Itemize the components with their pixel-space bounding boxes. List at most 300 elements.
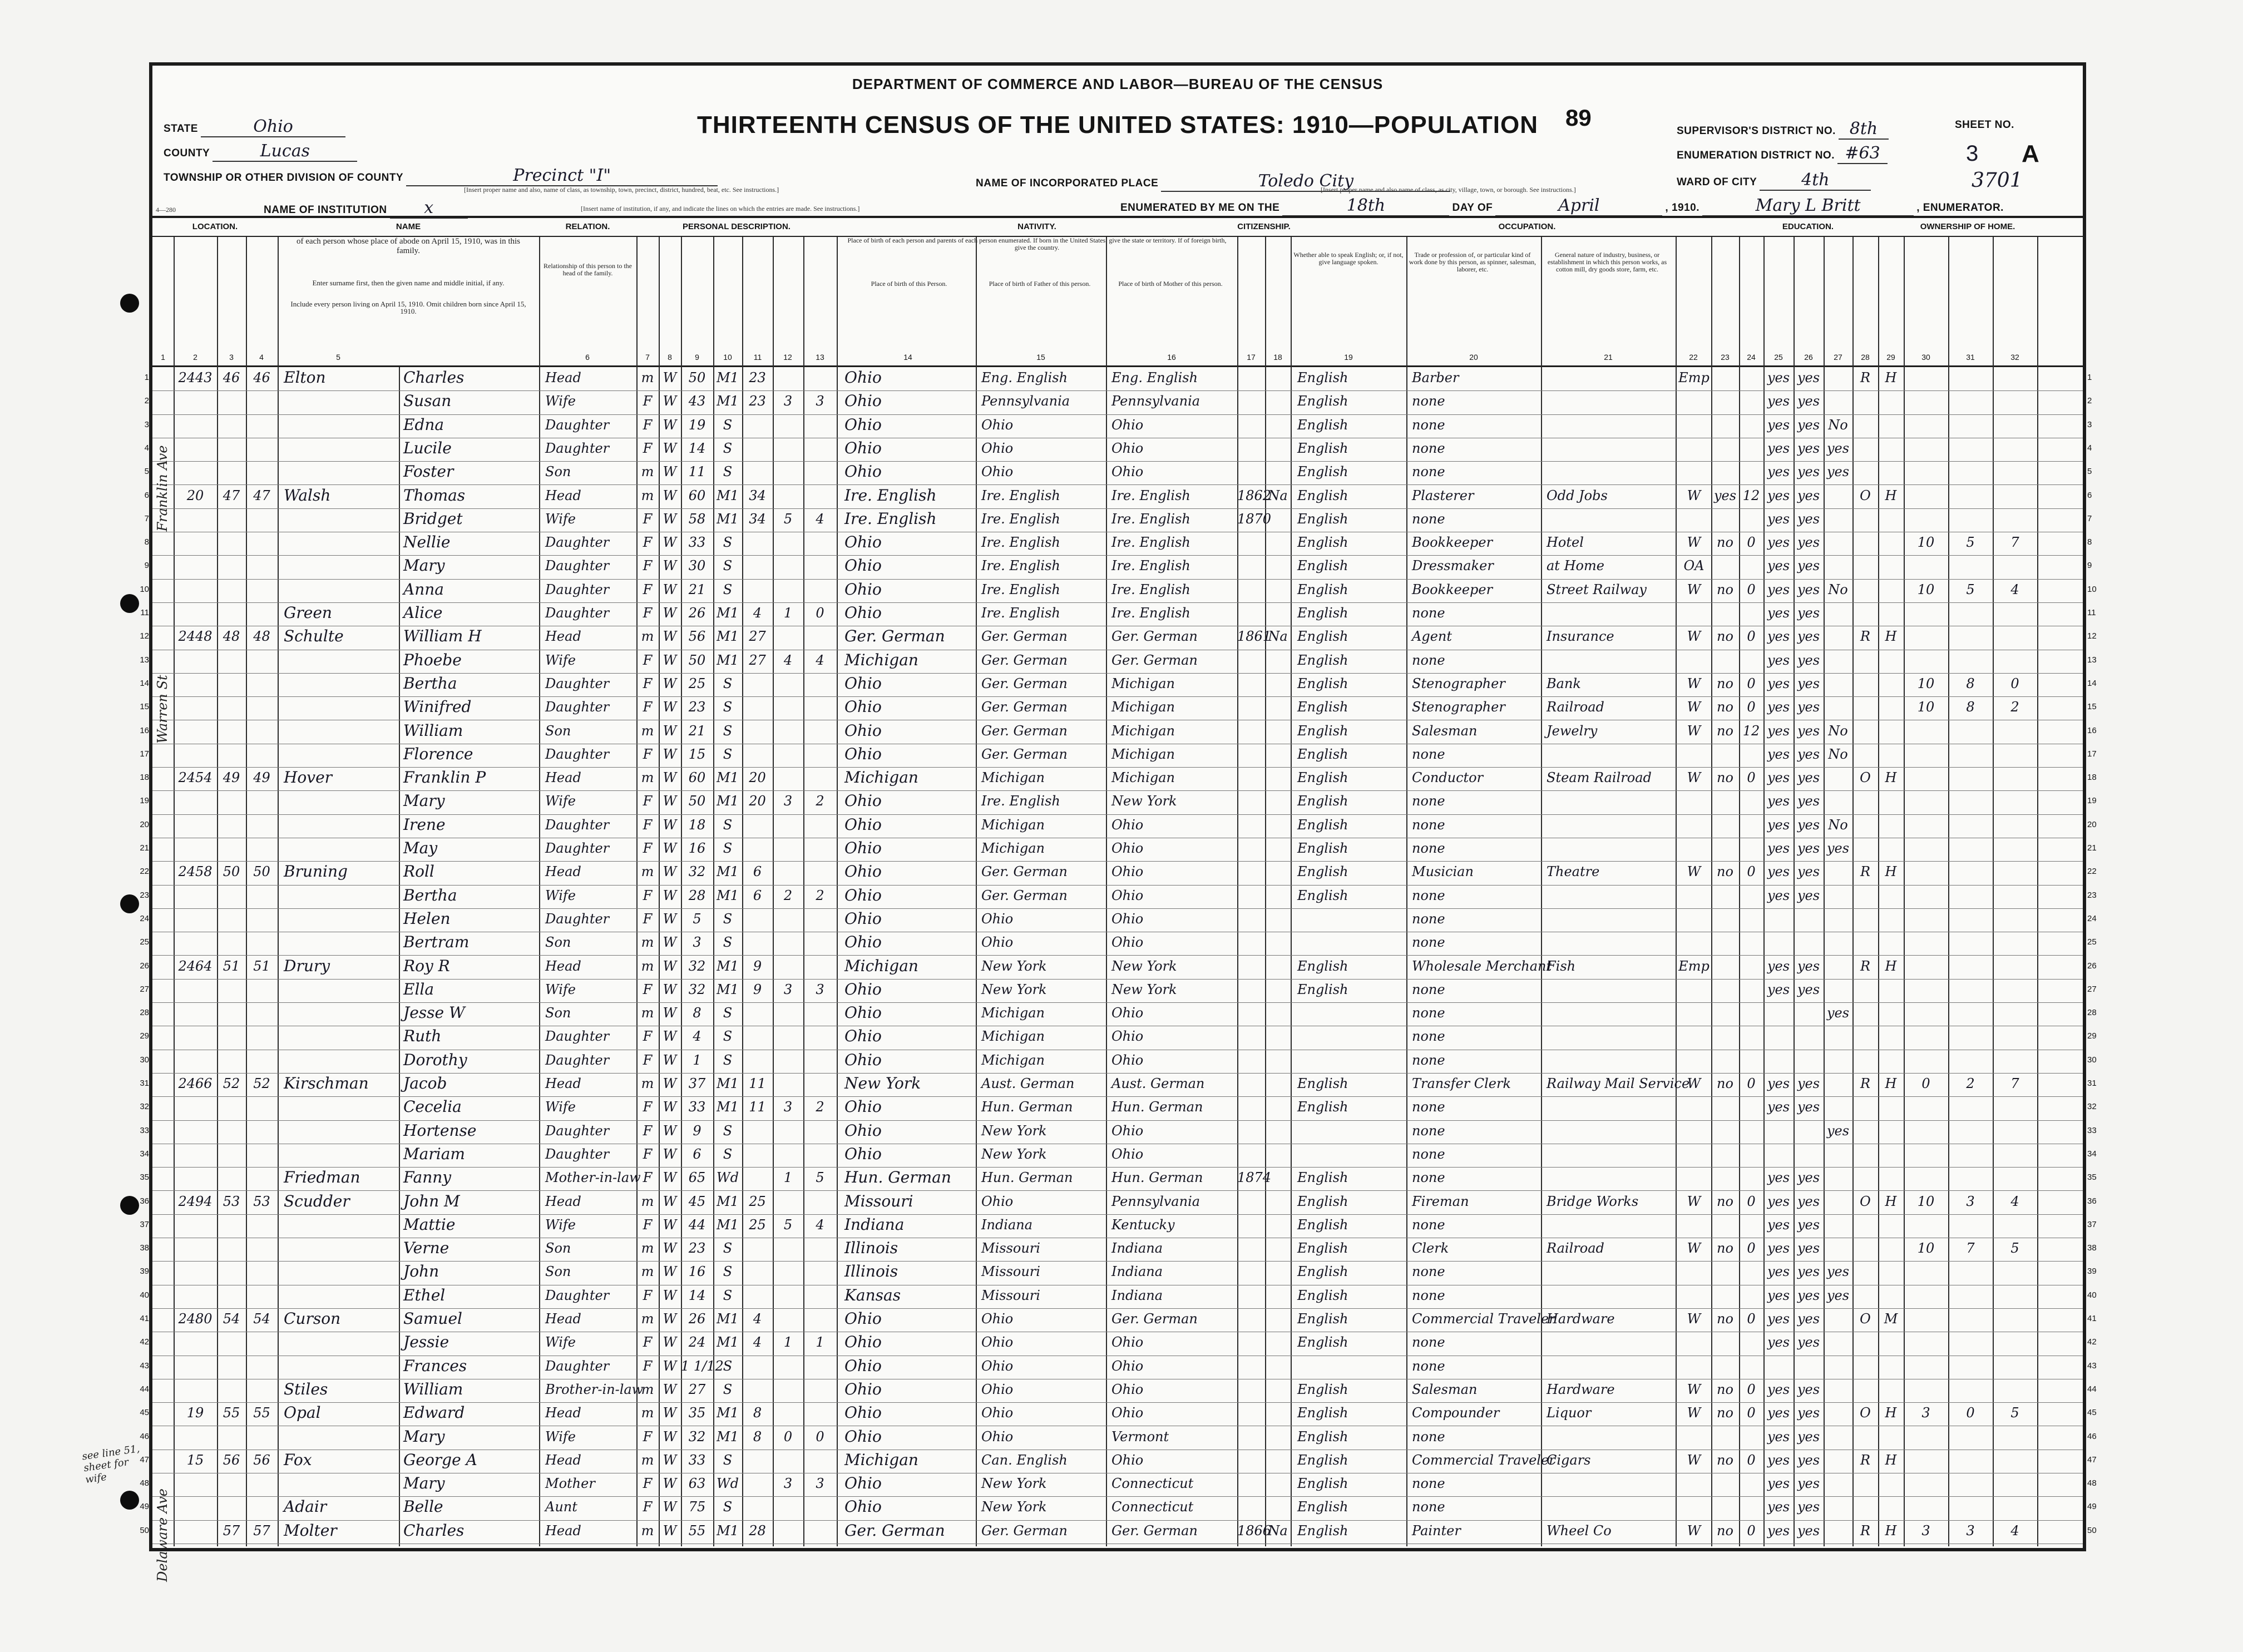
trade-desc: Trade or profession of, or particular kind of work done by this person, as spinner, salesman, laborer, etc.	[1409, 251, 1536, 273]
cell-write: yes	[1797, 1240, 1820, 1257]
cell-mother: Ohio	[1111, 1405, 1144, 1421]
cell-emp: W	[1687, 723, 1701, 739]
row-number: 38	[140, 1243, 149, 1253]
cell-farm: H	[1885, 1452, 1897, 1468]
cell-father: Michigan	[981, 1005, 1045, 1021]
cell-trade: none	[1412, 746, 1445, 762]
cell-birth: Ohio	[844, 933, 882, 952]
cell-father: Ohio	[981, 1334, 1014, 1351]
cell-sex: F	[643, 746, 653, 762]
cell-trade: none	[1412, 440, 1445, 456]
cell-c22: 0	[1747, 1240, 1756, 1257]
cell-emp: W	[1687, 699, 1701, 715]
cell-read: yes	[1767, 1499, 1790, 1515]
cell-given: Nellie	[403, 533, 451, 552]
cell-father: Ohio	[981, 1405, 1014, 1421]
row-number: 41	[2087, 1314, 2097, 1323]
county-field	[164, 141, 357, 162]
cell-sex: F	[643, 675, 653, 691]
cell-relation: Head	[545, 1405, 581, 1421]
cell-c31: 4	[2010, 1522, 2019, 1539]
cell-mother: Ohio	[1111, 464, 1144, 480]
cell-c31: 2	[2010, 699, 2019, 715]
column-number: 3	[229, 353, 234, 362]
cell-relation: Wife	[545, 981, 576, 997]
enumeration-label: ENUMERATION DISTRICT NO.	[1677, 150, 1835, 161]
cell-age: 21	[688, 723, 706, 739]
cell-age: 58	[688, 511, 706, 527]
cell-father: Ger. German	[981, 723, 1068, 739]
cell-language: English	[1297, 817, 1348, 833]
table-row	[140, 673, 2097, 697]
cell-father: Ire. English	[981, 487, 1060, 503]
cell-father: New York	[981, 1146, 1047, 1162]
cell-sex: m	[641, 1076, 654, 1091]
cell-sex: m	[641, 1381, 654, 1397]
column-number: 23	[1721, 353, 1730, 362]
cell-given: Thomas	[403, 486, 466, 504]
cell-father: Ohio	[981, 911, 1014, 927]
cell-nat: Na	[1268, 1522, 1288, 1539]
cell-farm: H	[1885, 864, 1897, 880]
row-number: 8	[2087, 537, 2092, 547]
cell-language: English	[1297, 1405, 1348, 1421]
cell-sex: m	[641, 464, 654, 480]
table-row	[140, 1050, 2097, 1074]
cell-c30: 2	[1966, 1076, 1975, 1091]
cell-write: yes	[1797, 1287, 1820, 1303]
cell-immig: 1874	[1237, 1170, 1272, 1186]
cell-own: O	[1860, 1405, 1871, 1421]
cell-family: 50	[253, 864, 270, 880]
cell-relation: Daughter	[545, 1287, 610, 1303]
margin-note: see line 51, sheet for wife	[81, 1443, 141, 1486]
institution-value: x	[390, 198, 468, 219]
cell-mother: Vermont	[1111, 1428, 1169, 1445]
cell-own: O	[1860, 770, 1871, 786]
cell-given: Roll	[403, 862, 434, 881]
cell-trade: Compounder	[1412, 1405, 1500, 1421]
cell-given: Verne	[403, 1239, 449, 1258]
cell-age: 32	[688, 864, 706, 880]
cell-industry: Fish	[1547, 958, 1576, 974]
cell-language: English	[1297, 1334, 1348, 1351]
cell-race: W	[663, 1499, 677, 1515]
cell-mother: Ohio	[1111, 1028, 1144, 1045]
column-number: 4	[259, 353, 264, 362]
census-sheet	[140, 62, 2097, 1582]
cell-write: yes	[1797, 1334, 1820, 1351]
cell-read: yes	[1767, 1264, 1790, 1280]
cell-dwelling: 46	[223, 370, 240, 385]
cell-industry: Wheel Co	[1547, 1522, 1612, 1539]
cell-read: yes	[1767, 699, 1790, 715]
cell-mother: Connecticut	[1111, 1476, 1194, 1492]
table-row	[140, 1520, 2097, 1544]
row-number: 43	[140, 1361, 149, 1371]
cell-industry: Bridge Works	[1547, 1193, 1639, 1209]
birth-father-header: Place of birth of Father of this person.	[989, 280, 1091, 288]
cell-birth: Ohio	[844, 909, 882, 928]
cell-read: yes	[1767, 1216, 1790, 1233]
cell-age: 11	[688, 464, 706, 480]
group-citizenship: CITIZENSHIP.	[1237, 218, 1291, 237]
table-row	[140, 838, 2097, 862]
cell-marital: M1	[717, 793, 739, 809]
cell-trade: Fireman	[1412, 1193, 1469, 1209]
row-number: 48	[2087, 1478, 2097, 1488]
cell-c30: 8	[1966, 675, 1975, 691]
cell-language: English	[1297, 793, 1348, 809]
cell-living: 3	[816, 981, 824, 997]
cell-sex: F	[643, 1428, 653, 1445]
cell-family: 46	[253, 370, 270, 385]
cell-write: yes	[1797, 1428, 1820, 1445]
cell-age: 26	[688, 1311, 706, 1327]
cell-trade: Conductor	[1412, 770, 1484, 786]
cell-mother: Eng. English	[1111, 370, 1198, 385]
cell-trade: none	[1412, 817, 1445, 833]
cell-trade: none	[1412, 1122, 1445, 1139]
cell-sex: F	[643, 440, 653, 456]
cell-surname: Green	[284, 604, 332, 622]
row-number: 7	[144, 513, 149, 523]
column-number: 7	[645, 353, 650, 362]
cell-c22: 0	[1747, 535, 1756, 551]
cell-age: 32	[688, 958, 706, 974]
cell-relation: Wife	[545, 511, 576, 527]
cell-birth: Ohio	[844, 415, 882, 434]
cell-family: 49	[253, 770, 270, 786]
cell-trade: none	[1412, 511, 1445, 527]
cell-emp: W	[1687, 535, 1701, 551]
cell-marital: M1	[717, 1405, 739, 1421]
cell-house: 2466	[178, 1076, 213, 1091]
cell-own: R	[1860, 370, 1871, 385]
cell-given: John M	[403, 1191, 460, 1210]
cell-write: yes	[1797, 723, 1820, 739]
cell-race: W	[663, 1287, 677, 1303]
cell-language: English	[1297, 370, 1348, 385]
cell-trade: Dressmaker	[1412, 558, 1494, 574]
cell-c31: 5	[2010, 1240, 2019, 1257]
cell-given: Ella	[403, 980, 434, 998]
cell-c30: 5	[1966, 581, 1975, 597]
cell-marital: S	[723, 581, 733, 597]
cell-years-married: 34	[749, 511, 766, 527]
cell-age: 16	[688, 840, 706, 856]
cell-language: English	[1297, 1428, 1348, 1445]
cell-language: English	[1297, 652, 1348, 668]
cell-house: 2458	[178, 864, 213, 880]
cell-age: 26	[688, 605, 706, 621]
row-number: 8	[144, 537, 149, 547]
cell-family: 53	[253, 1193, 270, 1209]
cell-father: Michigan	[981, 840, 1045, 856]
cell-given: Franklin P	[403, 768, 486, 787]
cell-birth: Michigan	[844, 768, 918, 787]
cell-family: 51	[253, 958, 270, 974]
cell-language: English	[1297, 675, 1348, 691]
cell-industry: Bank	[1547, 675, 1581, 691]
column-number: 10	[723, 353, 732, 362]
cell-relation: Daughter	[545, 558, 610, 574]
cell-mother: Indiana	[1111, 1287, 1163, 1303]
place-label: NAME OF INCORPORATED PLACE	[976, 177, 1159, 189]
cell-own: R	[1860, 1076, 1871, 1091]
cell-mother: Michigan	[1111, 746, 1175, 762]
cell-marital: S	[723, 464, 733, 480]
row-number: 34	[2087, 1149, 2097, 1159]
cell-c21: no	[1717, 1193, 1733, 1209]
cell-mother: Ire. English	[1111, 605, 1190, 621]
cell-c29: 10	[1917, 1240, 1935, 1257]
row-number: 7	[2087, 513, 2092, 523]
table-row	[140, 861, 2097, 885]
cell-write: yes	[1797, 1264, 1820, 1280]
cell-trade: Barber	[1412, 370, 1459, 385]
row-number: 26	[2087, 961, 2097, 971]
cell-family: 55	[253, 1405, 270, 1421]
cell-race: W	[663, 723, 677, 739]
cell-sex: F	[643, 911, 653, 927]
cell-relation: Daughter	[545, 699, 610, 715]
cell-own: R	[1860, 864, 1871, 880]
cell-c21: no	[1717, 770, 1733, 786]
cell-age: 16	[688, 1264, 706, 1280]
table-row	[140, 1214, 2097, 1238]
group-ownership: OWNERSHIP OF HOME.	[1852, 218, 2083, 237]
cell-c29: 0	[1921, 1076, 1930, 1091]
cell-language: English	[1297, 746, 1348, 762]
cell-father: Ger. German	[981, 675, 1068, 691]
cell-mother: Ohio	[1111, 417, 1144, 433]
cell-sex: m	[641, 1240, 654, 1257]
cell-dwelling: 53	[223, 1193, 240, 1209]
cell-age: 65	[688, 1170, 706, 1186]
cell-mother: Ohio	[1111, 1381, 1144, 1397]
cell-trade: Agent	[1412, 629, 1452, 645]
row-number: 44	[140, 1384, 149, 1394]
cell-given: Lucile	[403, 438, 452, 457]
cell-trade: Stenographer	[1412, 699, 1505, 715]
cell-write: yes	[1797, 393, 1820, 409]
cell-trade: Salesman	[1412, 723, 1478, 739]
cell-age: 23	[688, 699, 706, 715]
cell-father: Indiana	[981, 1216, 1033, 1233]
row-number: 28	[140, 1008, 149, 1018]
cell-c21: no	[1717, 535, 1733, 551]
cell-relation: Son	[545, 464, 571, 480]
cell-immig: 1861	[1237, 629, 1272, 645]
enumeration-field	[1677, 144, 1888, 164]
cell-language: English	[1297, 887, 1348, 903]
cell-father: Can. English	[981, 1452, 1068, 1468]
cell-father: Ire. English	[981, 558, 1060, 574]
cell-marital: M1	[717, 1311, 739, 1327]
cell-read: yes	[1767, 1334, 1790, 1351]
cell-own: R	[1860, 958, 1871, 974]
table-row	[140, 1144, 2097, 1168]
cell-language: English	[1297, 581, 1348, 597]
cell-language: English	[1297, 1076, 1348, 1091]
cell-birth: Ohio	[844, 1356, 882, 1375]
cell-birth: Ohio	[844, 1309, 882, 1328]
row-number: 37	[140, 1219, 149, 1229]
row-number: 1	[2087, 373, 2092, 382]
cell-relation: Daughter	[545, 1122, 610, 1139]
row-number: 47	[2087, 1455, 2097, 1465]
cell-father: Ohio	[981, 1381, 1014, 1397]
cell-marital: S	[723, 1240, 733, 1257]
cell-mother: Hun. German	[1111, 1170, 1203, 1186]
cell-relation: Daughter	[545, 417, 610, 433]
ward-field	[1677, 170, 1871, 191]
cell-c22: 0	[1747, 629, 1756, 645]
cell-birth: Ohio	[844, 721, 882, 740]
table-row	[140, 720, 2097, 744]
cell-c31: 5	[2010, 1405, 2019, 1421]
table-row	[140, 1096, 2097, 1120]
cell-race: W	[663, 746, 677, 762]
cell-marital: M1	[717, 1076, 739, 1091]
cell-surname: Schulte	[284, 627, 344, 646]
cell-c21: no	[1717, 723, 1733, 739]
cell-race: W	[663, 558, 677, 574]
cell-given: Susan	[403, 392, 452, 410]
cell-given: Florence	[403, 744, 473, 763]
cell-race: W	[663, 417, 677, 433]
row-number: 30	[140, 1055, 149, 1065]
column-number: 25	[1774, 353, 1783, 362]
cell-given: Mariam	[403, 1144, 465, 1163]
cell-write: yes	[1797, 581, 1820, 597]
column-number: 18	[1273, 353, 1282, 362]
cell-mother: Hun. German	[1111, 1099, 1203, 1115]
column-number: 9	[695, 353, 699, 362]
cell-birth: Michigan	[844, 1450, 918, 1469]
cell-c29: 10	[1917, 535, 1935, 551]
cell-given: Irene	[403, 815, 446, 834]
cell-father: New York	[981, 958, 1047, 974]
table-row	[140, 602, 2096, 626]
cell-birth: Ohio	[844, 533, 882, 552]
row-number: 10	[2087, 584, 2097, 594]
row-number: 23	[140, 890, 149, 900]
cell-birth: Ohio	[844, 580, 882, 599]
column-number: 30	[1921, 353, 1930, 362]
row-number: 50	[2087, 1525, 2097, 1535]
cell-trade: none	[1412, 1170, 1445, 1186]
cell-race: W	[663, 911, 677, 927]
cell-industry: Insurance	[1547, 629, 1614, 645]
cell-sex: F	[643, 1499, 653, 1515]
cell-age: 18	[688, 817, 706, 833]
cell-marital: M1	[717, 1428, 739, 1445]
cell-birth: Ohio	[844, 1403, 882, 1422]
cell-sex: F	[643, 840, 653, 856]
cell-read: yes	[1767, 393, 1790, 409]
row-number: 23	[2087, 890, 2097, 900]
cell-born: 5	[783, 1216, 793, 1233]
cell-language: English	[1297, 958, 1348, 974]
sheet-label: SHEET NO.	[1955, 119, 2014, 131]
group-occupation: OCCUPATION.	[1291, 218, 1763, 237]
cell-c22: 0	[1747, 675, 1756, 691]
cell-c21: no	[1717, 675, 1733, 691]
cell-read: yes	[1767, 652, 1790, 668]
cell-write: yes	[1797, 652, 1820, 668]
row-number: 2	[144, 396, 149, 406]
cell-relation: Daughter	[545, 1028, 610, 1045]
cell-race: W	[663, 1005, 677, 1021]
cell-sex: F	[643, 817, 653, 833]
cell-mother: Ohio	[1111, 817, 1144, 833]
cell-mother: Ohio	[1111, 887, 1144, 903]
cell-father: Ohio	[981, 464, 1014, 480]
row-number: 43	[2087, 1361, 2097, 1371]
cell-school: yes	[1826, 464, 1850, 480]
cell-farm: M	[1884, 1311, 1898, 1327]
cell-surname: Molter	[284, 1521, 337, 1540]
cell-c30: 7	[1966, 1240, 1975, 1257]
row-number: 37	[2087, 1219, 2097, 1229]
row-number: 38	[2087, 1243, 2097, 1253]
cell-c30: 5	[1966, 535, 1975, 551]
cell-given: Alice	[403, 604, 443, 622]
cell-living: 2	[816, 793, 824, 809]
column-number: 5	[336, 353, 340, 362]
cell-age: 50	[688, 652, 706, 668]
cell-race: W	[663, 1099, 677, 1115]
cell-race: W	[663, 934, 677, 951]
table-row	[140, 932, 2097, 956]
table-row	[140, 979, 2097, 1003]
table-row	[140, 1379, 2097, 1403]
column-number: 1	[161, 353, 165, 362]
cell-age: 45	[688, 1193, 706, 1209]
cell-father: Ohio	[981, 1428, 1014, 1445]
cell-sex: F	[643, 1476, 653, 1492]
row-number: 15	[140, 702, 149, 712]
cell-industry: Railroad	[1547, 1240, 1604, 1257]
cell-years-married: 11	[749, 1076, 766, 1091]
cell-relation: Head	[545, 770, 581, 786]
enumerated-label: ENUMERATED BY ME ON THE	[1120, 202, 1280, 214]
cell-read: yes	[1767, 1311, 1790, 1327]
cell-trade: none	[1412, 1334, 1445, 1351]
cell-given: May	[403, 839, 438, 857]
cell-c21: no	[1717, 1240, 1733, 1257]
cell-mother: New York	[1111, 981, 1177, 997]
ward-value: 4th	[1760, 170, 1871, 191]
cell-father: Michigan	[981, 1028, 1045, 1045]
cell-c21: no	[1717, 1405, 1733, 1421]
row-number: 44	[2087, 1384, 2097, 1394]
row-number: 40	[2087, 1290, 2097, 1300]
cell-relation: Head	[545, 864, 581, 880]
cell-read: yes	[1767, 417, 1790, 433]
cell-mother: Pennsylvania	[1111, 1193, 1200, 1209]
cell-mother: Ire. English	[1111, 511, 1190, 527]
street-name: Warren St	[155, 675, 170, 744]
cell-surname: Stiles	[284, 1379, 328, 1398]
cell-birth: Ohio	[844, 1050, 882, 1069]
cell-relation: Daughter	[545, 605, 610, 621]
table-row	[140, 1496, 2097, 1520]
cell-sex: F	[643, 1028, 653, 1045]
enumerator-label: , ENUMERATOR.	[1916, 202, 2004, 214]
